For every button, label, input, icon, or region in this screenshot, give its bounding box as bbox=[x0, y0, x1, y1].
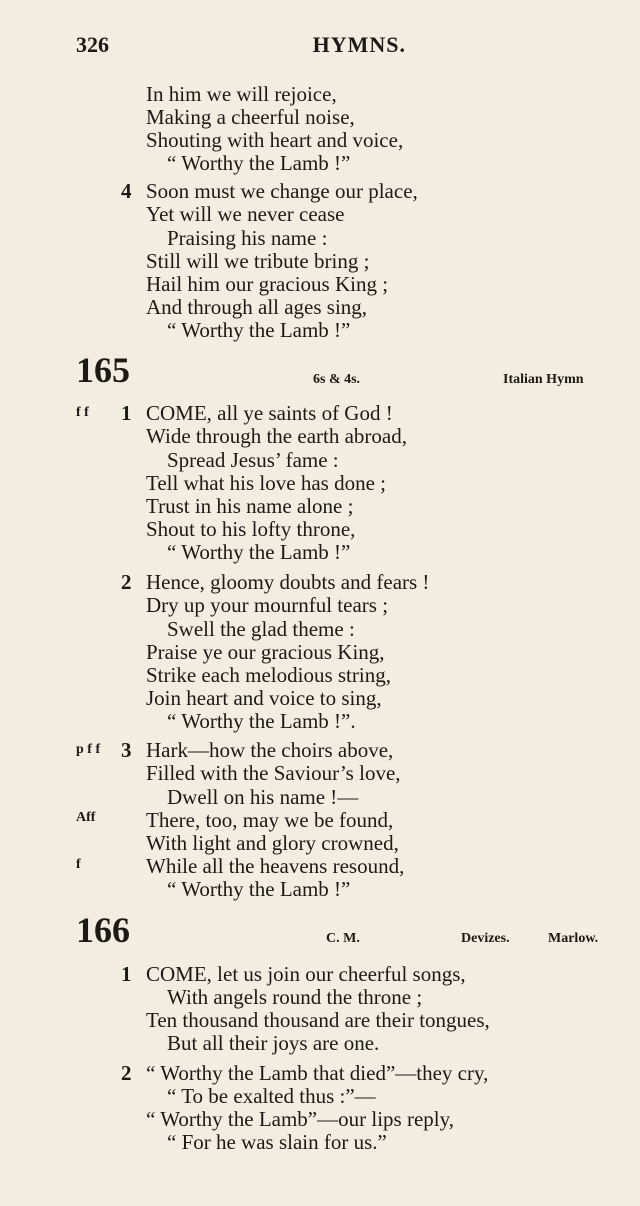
verse-line: “ To be exalted thus :”— bbox=[167, 1084, 376, 1108]
verse-line: Hence, gloomy doubts and fears ! bbox=[146, 570, 430, 594]
tune-name: Marlow. bbox=[548, 931, 599, 946]
verse-line: In him we will rejoice, bbox=[146, 82, 337, 106]
stanza-number: 2 bbox=[121, 570, 132, 594]
verse-refrain: “ Worthy the Lamb !” bbox=[167, 877, 351, 901]
tune-name: Italian Hymn bbox=[503, 372, 584, 387]
verse-line: There, too, may we be found, bbox=[146, 808, 394, 832]
verse-refrain: “ Worthy the Lamb !” bbox=[167, 151, 351, 175]
verse-line: Shouting with heart and voice, bbox=[146, 128, 404, 152]
verse-refrain: “ Worthy the Lamb !” bbox=[167, 318, 351, 342]
verse-line: But all their joys are one. bbox=[167, 1031, 380, 1055]
verse-line: “ For he was slain for us.” bbox=[167, 1130, 387, 1154]
verse-line: Join heart and voice to sing, bbox=[146, 686, 382, 710]
verse-line: “ Worthy the Lamb that died”—they cry, bbox=[146, 1061, 489, 1085]
verse-line: Shout to his lofty throne, bbox=[146, 517, 356, 541]
hymn-meter: 6s & 4s. bbox=[313, 372, 361, 387]
stanza-number: 1 bbox=[121, 401, 132, 425]
verse-line: Ten thousand thousand are their tongues, bbox=[146, 1008, 490, 1032]
verse-line: Swell the glad theme : bbox=[167, 617, 355, 641]
verse-line: Dwell on his name !— bbox=[167, 785, 359, 809]
dynamic-mark: Aff bbox=[76, 810, 96, 825]
verse-line: And through all ages sing, bbox=[146, 295, 368, 319]
verse-line: Yet will we never cease bbox=[146, 202, 345, 226]
hymn-meter: C. M. bbox=[326, 931, 360, 946]
dynamic-mark: f f bbox=[76, 405, 89, 420]
verse-line: Trust in his name alone ; bbox=[146, 494, 354, 518]
stanza-number: 1 bbox=[121, 962, 132, 986]
verse-line: Making a cheerful noise, bbox=[146, 105, 355, 129]
hymn-number: 166 bbox=[76, 910, 130, 950]
verse-line: Filled with the Saviour’s love, bbox=[146, 761, 401, 785]
verse-line: With light and glory crowned, bbox=[146, 831, 399, 855]
verse-line: Strike each melodious string, bbox=[146, 663, 391, 687]
verse-line: Dry up your mournful tears ; bbox=[146, 593, 389, 617]
verse-line: Still will we tribute bring ; bbox=[146, 249, 370, 273]
verse-line: Wide through the earth abroad, bbox=[146, 424, 407, 448]
tune-name: Devizes. bbox=[461, 931, 510, 946]
verse-line: Hail him our gracious King ; bbox=[146, 272, 389, 296]
verse-line: With angels round the throne ; bbox=[167, 985, 423, 1009]
verse-line: COME, all ye saints of God ! bbox=[146, 401, 393, 425]
verse-line: While all the heavens resound, bbox=[146, 854, 405, 878]
dynamic-mark: f bbox=[76, 857, 81, 872]
verse-refrain: “ Worthy the Lamb !”. bbox=[167, 709, 356, 733]
page-number: 326 bbox=[76, 32, 109, 57]
verse-line: Soon must we change our place, bbox=[146, 179, 418, 203]
verse-refrain: “ Worthy the Lamb !” bbox=[167, 540, 351, 564]
verse-line: Praise ye our gracious King, bbox=[146, 640, 385, 664]
dynamic-mark: p f f bbox=[76, 742, 101, 757]
running-title: HYMNS. bbox=[312, 32, 406, 57]
verse-line: “ Worthy the Lamb”—our lips reply, bbox=[146, 1107, 454, 1131]
verse-line: Praising his name : bbox=[167, 226, 328, 250]
verse-line: Spread Jesus’ fame : bbox=[167, 448, 339, 472]
stanza-number: 3 bbox=[121, 738, 132, 762]
stanza-number: 4 bbox=[121, 179, 132, 203]
verse-line: COME, let us join our cheerful songs, bbox=[146, 962, 466, 986]
hymn-number: 165 bbox=[76, 350, 130, 390]
page-header bbox=[76, 32, 406, 62]
stanza-number: 2 bbox=[121, 1061, 132, 1085]
verse-line: Tell what his love has done ; bbox=[146, 471, 386, 495]
verse-line: Hark—how the choirs above, bbox=[146, 738, 394, 762]
